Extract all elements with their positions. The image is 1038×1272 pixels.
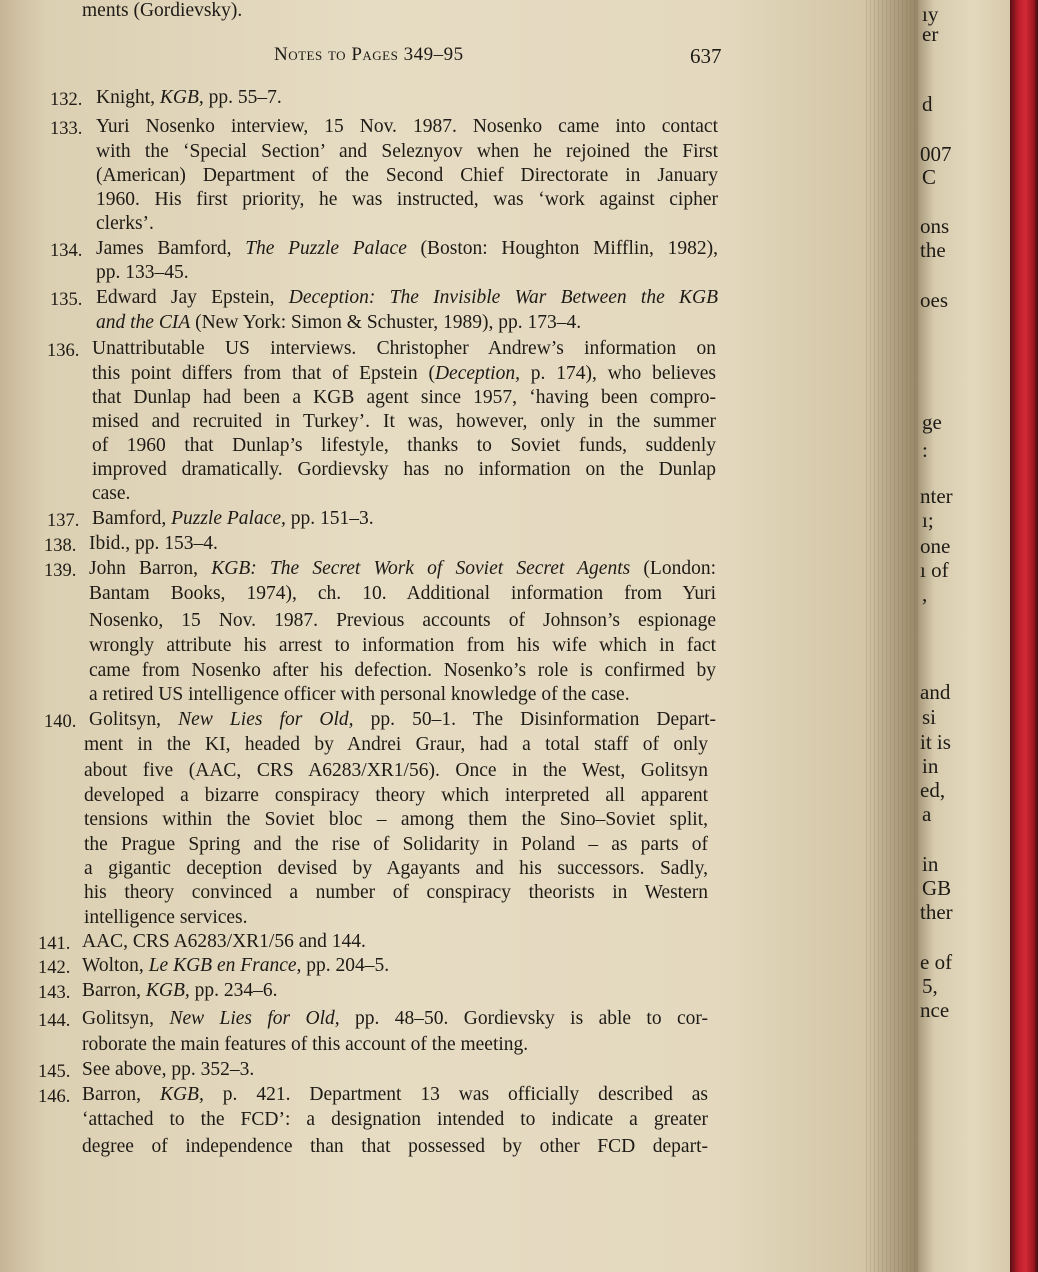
note-number: 136.: [47, 341, 80, 361]
page-number: 637: [690, 44, 722, 68]
note-number: 142.: [38, 958, 71, 978]
note-text: wrongly attribute his arrest to information from his wife which in fact: [89, 635, 716, 656]
note-line: [89, 635, 716, 659]
header-title: Notes to Pages 349–95: [274, 44, 464, 65]
note-text: case.: [92, 483, 131, 504]
note-line: [96, 287, 718, 311]
note-text: a retired US intelligence officer with personal knowledge of the case.: [89, 684, 630, 705]
italic-title: KGB,: [159, 1084, 204, 1105]
italic-title: KGB,: [145, 980, 190, 1001]
note-text: mised and recruited in Turkey’. It was, however, only in the summer: [92, 411, 716, 432]
facing-page-fragment: it is: [920, 730, 951, 754]
note-line: [92, 483, 130, 507]
facing-page-fragment: ı;: [922, 508, 934, 532]
note-line: [84, 734, 708, 758]
note-text: improved dramatically. Gordievsky has no information on the Dunlap: [92, 459, 716, 480]
note-text: pp. 151–3.: [285, 508, 374, 529]
note-text: John Barron,: [89, 558, 212, 579]
note-line: [89, 709, 716, 733]
facing-page-fragment: the: [920, 238, 946, 262]
note-text: of 1960 that Dunlap’s lifestyle, thanks to Soviet funds, suddenly: [92, 435, 716, 456]
italic-title: Deception: The Invisible War Between the KGB: [288, 287, 718, 308]
note-text: (American) Department of the Second Chief Directorate in January: [96, 165, 718, 186]
note-number: 139.: [44, 561, 77, 581]
note-line: [84, 882, 708, 906]
note-line: [96, 262, 189, 286]
note-text: Yuri Nosenko interview, 15 Nov. 1987. Nosenko came into contact: [96, 116, 718, 137]
note-text: 1960. His first priority, he was instructed, was ‘work against cipher: [96, 189, 718, 210]
italic-title: The Puzzle Palace: [245, 238, 407, 259]
note-line: [82, 1059, 254, 1083]
note-number: 134.: [50, 241, 83, 261]
note-number: 145.: [38, 1062, 71, 1082]
note-text: developed a bizarre conspiracy theory which interpreted all apparent: [84, 785, 708, 806]
note-text: Bantam Books, 1974), ch. 10. Additional information from Yuri: [89, 583, 716, 604]
note-line: [84, 760, 708, 784]
italic-title: Le KGB en France,: [148, 955, 302, 976]
facing-page-fragment: and: [920, 680, 951, 704]
note-line: [92, 459, 716, 483]
note-text: (New York: Simon & Schuster, 1989), pp. 173–4.: [190, 312, 582, 333]
note-number: 143.: [38, 983, 71, 1003]
note-text: p. 421. Department 13 was officially described as: [203, 1084, 708, 1105]
italic-title: Deception,: [434, 363, 520, 384]
facing-page-fragment: GB: [922, 876, 952, 900]
italic-title: KGB: The Secret Work of Soviet Secret Agents: [211, 558, 631, 579]
note-text: (London:: [630, 558, 716, 579]
note-line: [84, 834, 708, 858]
note-text: ‘attached to the FCD’: a designation intended to indicate a greater: [82, 1109, 708, 1130]
facing-page-fragment: ıy: [922, 2, 939, 26]
note-line: [82, 931, 366, 955]
facing-page-fragment: e of: [920, 950, 953, 974]
note-number: 146.: [38, 1087, 71, 1107]
note-line: [92, 363, 716, 387]
note-text: Barron,: [82, 1084, 160, 1105]
note-line: [84, 809, 708, 833]
note-line: [82, 0, 242, 24]
note-text: James Bamford,: [96, 238, 246, 259]
note-line: [92, 411, 716, 435]
note-text: Golitsyn,: [82, 1008, 170, 1029]
note-number: 144.: [38, 1011, 71, 1031]
note-line: [92, 387, 716, 411]
note-text: degree of independence than that possessed by other FCD depart-: [82, 1136, 708, 1157]
note-line: [96, 238, 718, 262]
facing-page-fragment: si: [922, 705, 937, 729]
facing-page-fragment: ed,: [920, 778, 946, 802]
note-number: 141.: [38, 934, 71, 954]
book-edge: [1010, 0, 1038, 1272]
facing-page-fragment: 5,: [922, 974, 938, 998]
page-gutter: [866, 0, 918, 1272]
note-text: See above, pp. 352–3.: [82, 1059, 255, 1080]
note-text: that Dunlap had been a KGB agent since 1957, ‘having been compro-: [92, 387, 716, 408]
note-number: 140.: [44, 712, 77, 732]
note-line: [92, 435, 716, 459]
note-line: [96, 312, 581, 336]
facing-page-fragment: nter: [920, 484, 953, 508]
note-line: [82, 955, 389, 979]
note-line: [82, 1008, 708, 1032]
note-line: [89, 610, 716, 634]
facing-page-fragment: in: [922, 852, 939, 876]
note-text: Unattributable US interviews. Christopher Andrew’s information on: [92, 338, 716, 359]
italic-title: and the CIA: [96, 312, 191, 333]
note-line: [89, 533, 218, 557]
note-text: Edward Jay Epstein,: [96, 287, 289, 308]
note-line: [89, 660, 716, 684]
note-number: 137.: [47, 511, 80, 531]
facing-page-fragment: 007: [920, 142, 952, 166]
facing-page-fragment: ı of: [920, 558, 949, 582]
note-line: [96, 87, 282, 111]
note-text: this point differs from that of Epstein (: [92, 363, 435, 384]
note-text: a gigantic deception devised by Agayants and his successors. Sadly,: [84, 858, 708, 879]
note-text: Barron,: [82, 980, 146, 1001]
note-text: came from Nosenko after his defection. Nosenko’s role is confirmed by: [89, 660, 716, 681]
facing-page-fragment: oes: [920, 288, 948, 312]
note-number: 135.: [50, 290, 83, 310]
facing-page: [918, 0, 1010, 1272]
note-line: [96, 116, 718, 140]
note-text: pp. 48–50. Gordievsky is able to cor-: [339, 1008, 708, 1029]
facing-page-fragment: d: [922, 92, 933, 116]
note-text: Knight,: [96, 87, 160, 108]
note-text: clerks’.: [96, 213, 154, 234]
facing-page-fragment: a: [922, 802, 932, 826]
note-line: [84, 785, 708, 809]
note-line: [89, 684, 630, 708]
note-line: [92, 338, 716, 362]
note-text: pp. 204–5.: [301, 955, 390, 976]
note-line: [96, 189, 718, 213]
note-line: [82, 1109, 708, 1133]
note-text: pp. 55–7.: [203, 87, 282, 108]
note-line: [89, 558, 716, 582]
italic-title: New Lies for Old,: [169, 1008, 340, 1029]
note-number: 133.: [50, 119, 83, 139]
italic-title: Puzzle Palace,: [171, 508, 286, 529]
note-text: about five (AAC, CRS A6283/XR1/56). Once in the West, Golitsyn: [84, 760, 708, 781]
facing-page-fragment: in: [922, 754, 939, 778]
note-line: [84, 858, 708, 882]
note-line: [82, 1084, 708, 1108]
note-line: [82, 980, 278, 1004]
note-number: 132.: [50, 90, 83, 110]
note-text: pp. 234–6.: [189, 980, 278, 1001]
note-line: [84, 907, 248, 931]
italic-title: KGB,: [159, 87, 204, 108]
note-line: [89, 583, 716, 607]
note-text: his theory convinced a number of conspiracy theorists in Western: [84, 882, 708, 903]
note-text: (Boston: Houghton Mifflin, 1982),: [406, 238, 718, 259]
note-text: ment in the KI, headed by Andrei Graur, had a total staff of only: [84, 734, 708, 755]
facing-page-fragment: er: [922, 22, 939, 46]
note-text: tensions within the Soviet bloc – among them the Sino–Soviet split,: [84, 809, 708, 830]
note-text: with the ‘Special Section’ and Seleznyov when he rejoined the First: [96, 141, 718, 162]
note-line: [96, 165, 718, 189]
note-number: 138.: [44, 536, 77, 556]
note-text: Ibid., pp. 153–4.: [89, 533, 218, 554]
note-text: Golitsyn,: [89, 709, 179, 730]
note-line: [82, 1136, 708, 1160]
note-text: pp. 50–1. The Disinformation Depart-: [353, 709, 716, 730]
facing-page-fragment: :: [922, 438, 928, 462]
note-line: [92, 508, 374, 532]
note-text: the Prague Spring and the rise of Solidarity in Poland – as parts of: [84, 834, 708, 855]
facing-page-fragment: ge: [922, 410, 942, 434]
facing-page-fragment: ther: [920, 900, 953, 924]
note-text: pp. 133–45.: [96, 262, 189, 283]
facing-page-fragment: ,: [922, 582, 928, 606]
note-text: p. 174), who believes: [519, 363, 716, 384]
facing-page-fragment: ons: [920, 214, 950, 238]
facing-page-fragment: C: [922, 165, 937, 189]
note-text: roborate the main features of this account of the meeting.: [82, 1034, 529, 1055]
note-text: intelligence services.: [84, 907, 248, 928]
facing-page-fragment: nce: [920, 998, 950, 1022]
note-line: [82, 1034, 528, 1058]
note-text: Nosenko, 15 Nov. 1987. Previous accounts of Johnson’s espionage: [89, 610, 716, 631]
italic-title: New Lies for Old,: [178, 709, 354, 730]
note-line: [96, 213, 154, 237]
note-line: [96, 141, 718, 165]
note-text: ments (Gordievsky).: [82, 0, 243, 21]
note-text: Bamford,: [92, 508, 172, 529]
note-text: Wolton,: [82, 955, 149, 976]
note-text: AAC, CRS A6283/XR1/56 and 144.: [82, 931, 366, 952]
facing-page-fragment: one: [920, 534, 951, 558]
